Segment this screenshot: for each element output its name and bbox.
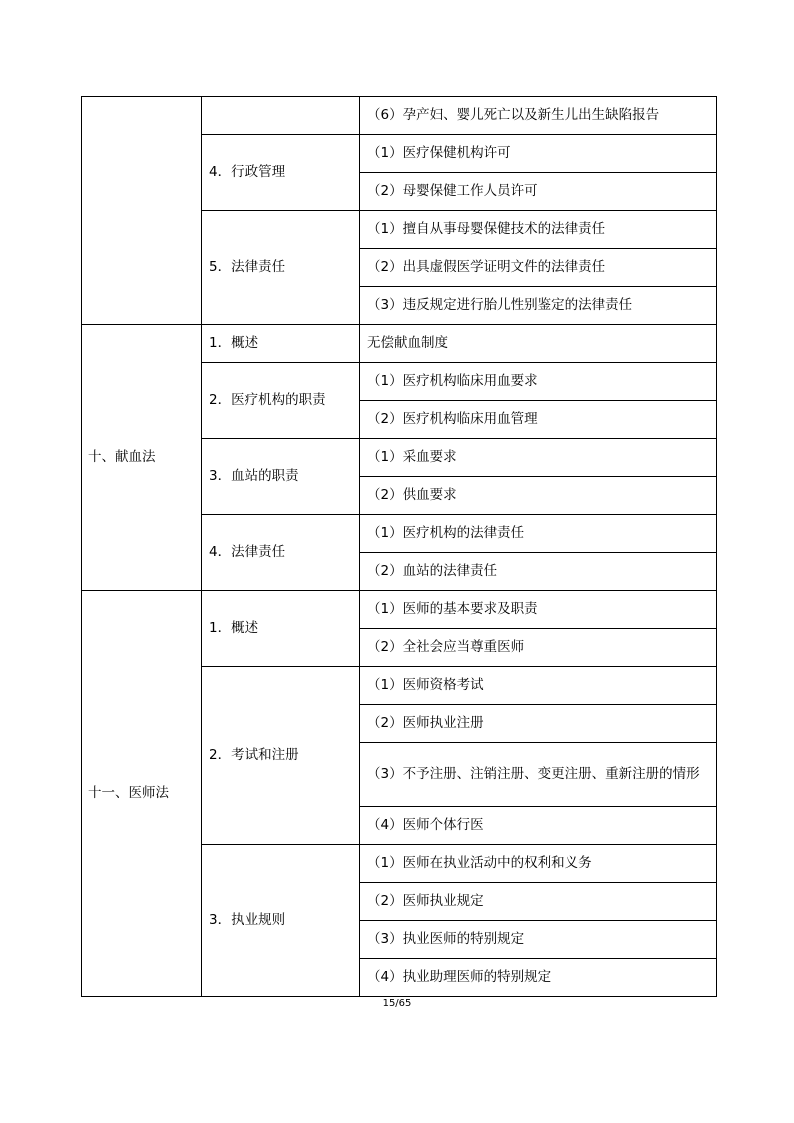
table-row [82, 97, 717, 135]
item-cell: （3）违反规定进行胎儿性别鉴定的法律责任 [360, 287, 717, 325]
unit-cell: 5．法律责任 [202, 211, 360, 325]
item-cell: （1）医师的基本要求及职责 [360, 591, 717, 629]
item-cell: （2）医师执业注册 [360, 705, 717, 743]
chapter-cell-continued [82, 97, 202, 325]
item-cell: （1）医疗机构临床用血要求 [360, 363, 717, 401]
unit-cell: 3．执业规则 [202, 845, 360, 997]
table-row [82, 325, 717, 363]
item-cell: （1）医疗机构的法律责任 [360, 515, 717, 553]
item-cell: （2）出具虚假医学证明文件的法律责任 [360, 249, 717, 287]
item-cell: （4）执业助理医师的特别规定 [360, 959, 717, 997]
chapter-cell: 十、献血法 [82, 325, 202, 591]
unit-cell: 3．血站的职责 [202, 439, 360, 515]
item-cell: （1）采血要求 [360, 439, 717, 477]
unit-cell: 4．行政管理 [202, 135, 360, 211]
item-cell: （1）医师资格考试 [360, 667, 717, 705]
item-cell: （3）执业医师的特别规定 [360, 921, 717, 959]
unit-cell-continued [202, 97, 360, 135]
item-cell: （1）医师在执业活动中的权利和义务 [360, 845, 717, 883]
page-number: 15/65 [382, 998, 412, 1009]
item-cell: （2）医师执业规定 [360, 883, 717, 921]
chapter-cell: 十一、医师法 [82, 591, 202, 997]
item-cell: （6）孕产妇、婴儿死亡以及新生儿出生缺陷报告 [360, 97, 717, 135]
item-cell: （2）血站的法律责任 [360, 553, 717, 591]
unit-cell: 2．医疗机构的职责 [202, 363, 360, 439]
item-cell: （1）擅自从事母婴保健技术的法律责任 [360, 211, 717, 249]
item-cell: （3）不予注册、注销注册、变更注册、重新注册的情形 [360, 743, 717, 807]
item-cell: （2）医疗机构临床用血管理 [360, 401, 717, 439]
item-cell: （2）全社会应当尊重医师 [360, 629, 717, 667]
item-cell: （1）医疗保健机构许可 [360, 135, 717, 173]
unit-cell: 1．概述 [202, 325, 360, 363]
item-cell: （2）母婴保健工作人员许可 [360, 173, 717, 211]
unit-cell: 4．法律责任 [202, 515, 360, 591]
syllabus-table [81, 96, 717, 997]
table-row [82, 591, 717, 629]
unit-cell: 2．考试和注册 [202, 667, 360, 845]
item-cell: 无偿献血制度 [360, 325, 717, 363]
unit-cell: 1．概述 [202, 591, 360, 667]
item-cell: （4）医师个体行医 [360, 807, 717, 845]
item-cell: （2）供血要求 [360, 477, 717, 515]
